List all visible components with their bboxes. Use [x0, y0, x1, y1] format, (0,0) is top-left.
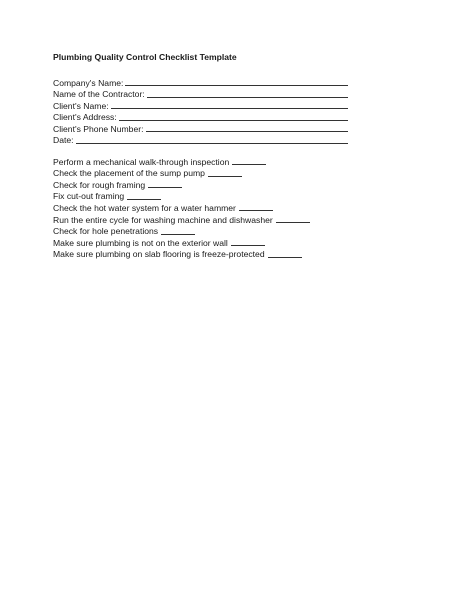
field-company-name: [53, 76, 348, 88]
checklist-item-blank[interactable]: [276, 221, 310, 223]
checklist-item: [53, 236, 310, 248]
checklist-item-blank[interactable]: [161, 233, 195, 235]
checklist-item-text: Check for rough framing: [53, 179, 146, 190]
checklist-item-blank[interactable]: [239, 209, 273, 211]
checklist-item-blank[interactable]: [148, 186, 182, 188]
checklist-item-blank[interactable]: [232, 163, 266, 165]
field-blank[interactable]: [125, 85, 348, 86]
checklist-item: [53, 248, 310, 260]
checklist-item-text: Run the entire cycle for washing machine and dishwasher: [53, 214, 273, 225]
field-client-name: [53, 99, 348, 111]
header-fields: [53, 76, 348, 145]
field-label: Company's Name:: [53, 77, 124, 88]
field-label: Name of the Contractor:: [53, 89, 145, 99]
checklist-item: [53, 167, 310, 179]
field-client-address: [53, 111, 348, 123]
field-date: [53, 134, 348, 146]
checklist-item: [53, 155, 310, 167]
field-blank[interactable]: [119, 120, 348, 121]
field-label: Client's Phone Number:: [53, 123, 144, 134]
checklist-item-blank[interactable]: [127, 198, 161, 200]
checklist-item-text: Perform a mechanical walk-through inspection: [53, 156, 230, 167]
field-contractor-name: [53, 88, 348, 100]
checklist-item-text: Fix cut-out framing: [53, 191, 125, 202]
checklist-item-blank[interactable]: [231, 244, 265, 246]
field-client-phone: [53, 122, 348, 134]
checklist-item-text: Make sure plumbing is not on the exterior wall: [53, 237, 228, 248]
document-title: Plumbing Quality Control Checklist Template: [53, 52, 237, 62]
checklist-item-text: Check for hole penetrations: [53, 226, 159, 237]
checklist-item: [53, 190, 310, 202]
field-blank[interactable]: [111, 108, 348, 109]
field-blank[interactable]: [147, 97, 348, 98]
checklist-item: [53, 178, 310, 190]
checklist-item: [53, 201, 310, 213]
inspection-checklist: [53, 155, 310, 259]
field-label: Date:: [53, 135, 74, 145]
checklist-item-blank[interactable]: [268, 256, 302, 258]
checklist-item: [53, 225, 310, 237]
field-label: Client's Name:: [53, 100, 109, 111]
field-blank[interactable]: [76, 143, 348, 144]
checklist-item: [53, 213, 310, 225]
checklist-item-text: Check the placement of the sump pump: [53, 168, 205, 179]
field-blank[interactable]: [146, 131, 349, 132]
checklist-item-blank[interactable]: [208, 175, 242, 177]
field-label: Client's Address:: [53, 112, 117, 122]
checklist-item-text: Make sure plumbing on slab flooring is freeze-protected: [53, 249, 265, 260]
checklist-item-text: Check the hot water system for a water hammer: [53, 202, 236, 213]
